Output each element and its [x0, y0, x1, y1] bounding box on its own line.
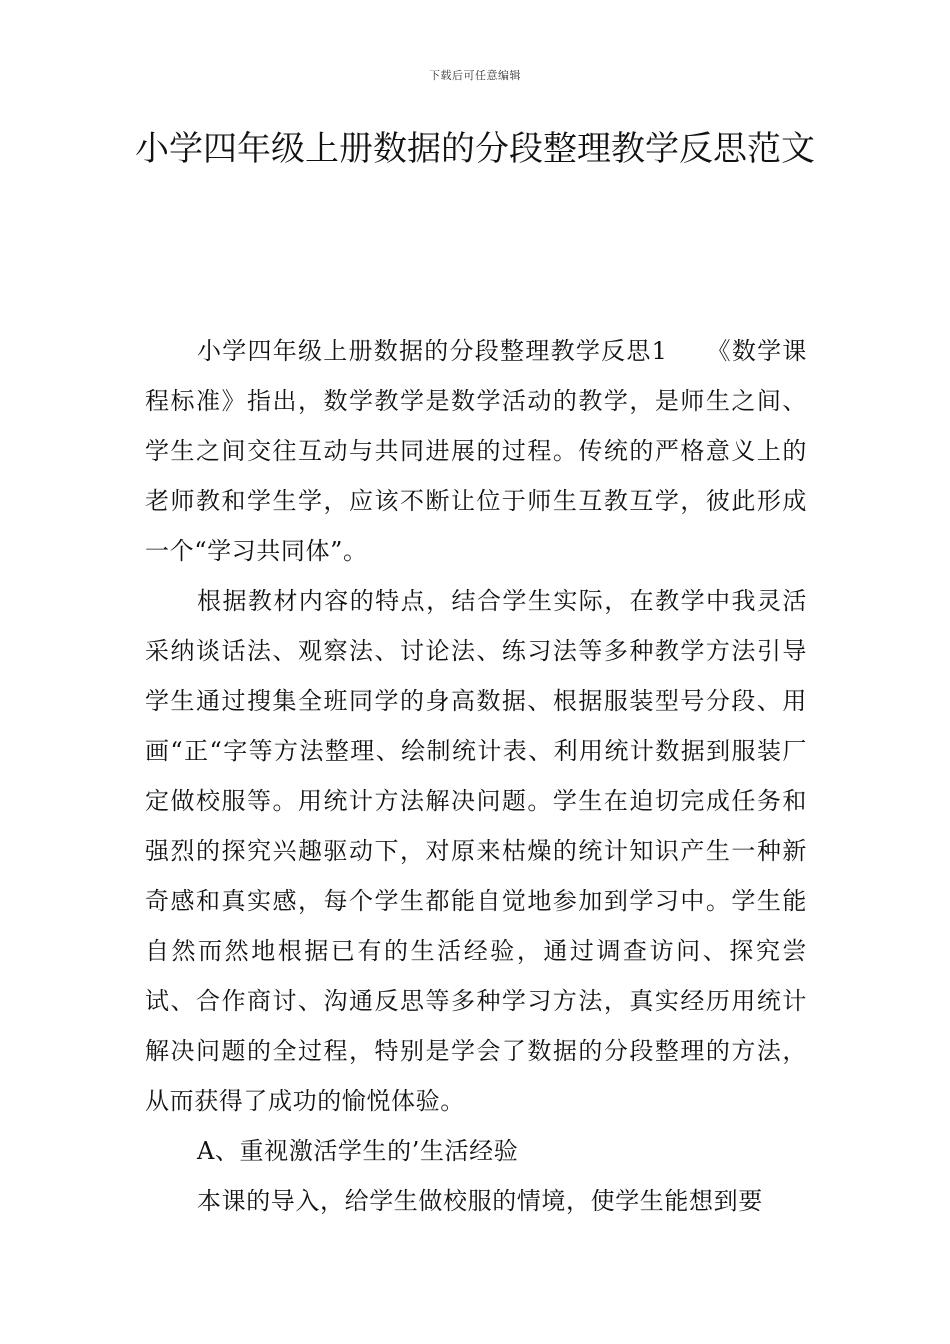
- paragraph-intro: 小学四年级上册数据的分段整理教学反思1 《数学课程标准》指出，数学教学是数学活动的教学，是师生之间、学生之间交往互动与共同进展的过程。传统的严格意义上的老师教和学生学，应该不断让位于师生互教互学，彼此形成一个“学习共同体”。: [145, 337, 807, 565]
- document-title: 小学四年级上册数据的分段整理教学反思范文: [135, 129, 815, 169]
- document-body: [145, 326, 807, 1226]
- header-note: 下载后可任意编辑: [429, 69, 521, 82]
- paragraph-introduction-lesson: 本课的导入，给学生做校服的情境，使学生能想到要: [197, 1187, 763, 1215]
- section-heading-a: A、重视激活学生的’生活经验: [197, 1137, 519, 1165]
- paragraph-methods: 根据教材内容的特点，结合学生实际，在教学中我灵活采纳谈话法、观察法、讨论法、练习法等多种教学方法引导学生通过搜集全班同学的身高数据、根据服装型号分段、用画“正“字等方法整理、绘制统计表、利用统计数据到服装厂定做校服等。用统计方法解决问题。学生在迫切完成任务和强烈的探究兴趣驱动下，对原来枯燥的统计知识产生一种新奇感和真实感，每个学生都能自觉地参加到学习中。学生能自然而然地根据已有的生活经验，通过调查访问、探究尝试、合作商讨、沟通反思等多种学习方法，真实经历用统计解决问题的全过程，特别是学会了数据的分段整理的方法，从而获得了成功的愉悦体验。: [145, 587, 807, 1115]
